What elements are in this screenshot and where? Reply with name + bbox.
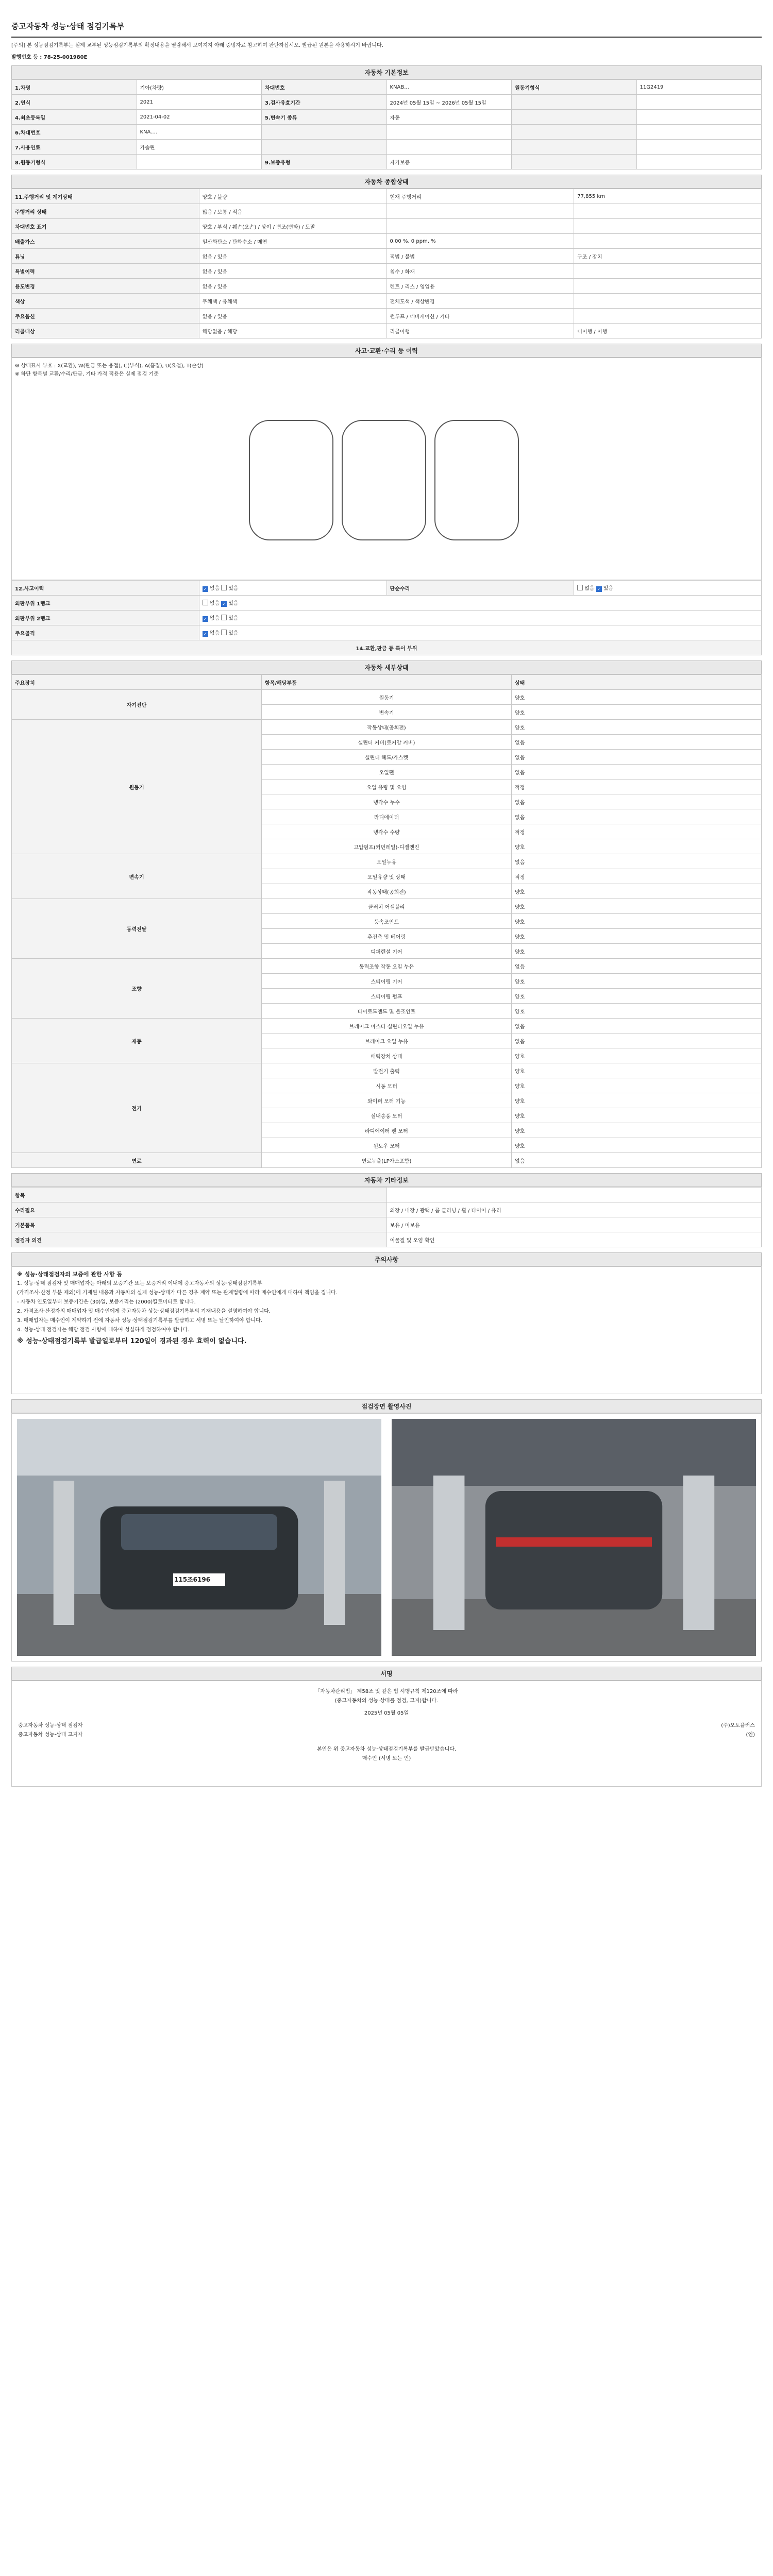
field-value: 양호 bbox=[512, 1123, 762, 1138]
table-row bbox=[12, 219, 762, 234]
basic-table bbox=[11, 79, 762, 170]
field-value: 적정 bbox=[512, 779, 762, 794]
field-value: 라디에이터 bbox=[262, 809, 512, 824]
field-label bbox=[512, 95, 637, 110]
note-line: - 자동차 인도일부터 보증기간은 (30)일, 보증거리는 (2000)킬로미터로 합니다. bbox=[17, 1299, 196, 1305]
field-value: 실린더 헤드/가스켓 bbox=[262, 750, 512, 765]
field-value: 실내송풍 모터 bbox=[262, 1108, 512, 1123]
table-row bbox=[12, 1063, 762, 1078]
field-value: 없음 bbox=[512, 959, 762, 974]
front-photo bbox=[17, 1419, 381, 1656]
section-general: 자동차 종합상태 bbox=[11, 175, 762, 189]
field-label: 제동 bbox=[12, 1019, 262, 1063]
field-label: 동력전달 bbox=[12, 899, 262, 959]
field-value: 양호 bbox=[512, 1063, 762, 1078]
photo-strip bbox=[11, 1413, 762, 1662]
field-label: 주요장치 bbox=[12, 675, 262, 690]
field-value: 오일 유량 및 오염 bbox=[262, 779, 512, 794]
field-value: 양호 bbox=[512, 1048, 762, 1063]
field-value: 2021-04-02 bbox=[137, 110, 262, 125]
general-table bbox=[11, 189, 762, 338]
field-label bbox=[512, 155, 637, 170]
field-value: 자가보증 bbox=[386, 155, 512, 170]
rear-photo bbox=[392, 1419, 756, 1656]
field-value: 양호 bbox=[512, 720, 762, 735]
field-value: 77,855 km bbox=[574, 189, 762, 204]
field-value bbox=[137, 155, 262, 170]
field-label: 차대번호 표기 bbox=[12, 219, 199, 234]
field-label bbox=[512, 140, 637, 155]
notes-box: ※ 성능·상태점검자의 보증에 관한 사항 등 1. 성능·상태 점검자 및 매매업자는 아래의 보증기간 또는 보증거리 이내에 중고자동차의 성능·상태점검기록부 (가격조사·산정 부분 제외)에 기재된 내용과 자동차의 실제 성능·상태가 다른 경우 계약 또는 관계법령에 따라 매수인에게 대하여 책임을 집니다. - 자동차 인도일부터 보증기간은 (30)일, 보증거리는 (2000)킬로미터로 합니다. 2. 가격조사·산정자의 매매업자 및 매수인에게 중고자동차 성능·상태점검기록부의 기재내용을 설명하여야 합니다. 3. 매매업자는 매수인이 계약하기 전에 자동차 성능·상태점검기록부를 발급하고 서명 또는 날인하여야 합니다. 4. 성능·상태 점검자는 해당 점검 사항에 대하여 성실하게 점검하여야 합니다. ※ 성능·상태점검기록부 발급일로부터 120일이 경과된 경우 효력이 없습니다. bbox=[11, 1266, 762, 1394]
field-label: 점검자 의견 bbox=[12, 1232, 387, 1247]
field-value: 미이행 / 이행 bbox=[574, 324, 762, 338]
field-value: KNAB... bbox=[386, 80, 512, 95]
field-value: 해당없음 / 해당 bbox=[199, 324, 386, 338]
field-label: 상태 bbox=[512, 675, 762, 690]
field-value bbox=[636, 125, 762, 140]
field-value: 양호 bbox=[512, 839, 762, 854]
field-label: 튜닝 bbox=[12, 249, 199, 264]
section-detail: 자동차 세부상태 bbox=[11, 660, 762, 674]
plate-text: 115조6196 bbox=[174, 1576, 211, 1583]
field-value bbox=[386, 219, 574, 234]
table-row bbox=[12, 140, 762, 155]
field-label: 4.최초등록일 bbox=[12, 110, 137, 125]
field-value: 양호 bbox=[512, 884, 762, 899]
table-row bbox=[12, 80, 762, 95]
field-value: 2021 bbox=[137, 95, 262, 110]
field-label: 특별이력 bbox=[12, 264, 199, 279]
table-row bbox=[12, 1153, 762, 1168]
field-label: 원동기 bbox=[12, 720, 262, 854]
other-table bbox=[11, 1187, 762, 1247]
field-label: 연료 bbox=[12, 1153, 262, 1168]
field-value: 없음 / 있음 bbox=[199, 309, 386, 324]
field-value: 클러치 어셈블리 bbox=[262, 899, 512, 914]
field-value: 외장 / 내장 / 광택 / 룸 클리닝 / 휠 / 타이어 / 유리 bbox=[386, 1202, 762, 1217]
field-value bbox=[636, 110, 762, 125]
field-value: 양호 bbox=[512, 929, 762, 944]
field-value: 오일누유 bbox=[262, 854, 512, 869]
field-value: 오일팬 bbox=[262, 765, 512, 779]
field-value: 적법 / 불법 bbox=[386, 249, 574, 264]
field-value: 양호 bbox=[512, 914, 762, 929]
field-value: 양호 bbox=[512, 705, 762, 720]
field-label: 항목 bbox=[12, 1188, 387, 1202]
field-value bbox=[574, 204, 762, 219]
field-value: 작동상태(공회전) bbox=[262, 720, 512, 735]
note-line: 4. 성능·상태 점검자는 해당 점검 사항에 대하여 성실하게 점검하여야 합니다. bbox=[17, 1327, 190, 1333]
field-value: 추진축 및 베어링 bbox=[262, 929, 512, 944]
field-value: 없음 / 있음 bbox=[199, 264, 386, 279]
accident-table: 12.사고이력 ✓ 없음 있음 단순수리 없음 ✓ 있음 외판부위 1랭크 없음 ✓ 있음 외판부위 2랭크 ✓ 없음 있음 주요골격 ✓ 없음 있음 14.교환,판금 등 특이 부위 bbox=[11, 580, 762, 655]
table-row bbox=[12, 1202, 762, 1217]
field-value: 변속기 bbox=[262, 705, 512, 720]
table-row bbox=[12, 249, 762, 264]
field-value: 없음 / 있음 bbox=[199, 249, 386, 264]
field-value: 없음 bbox=[512, 765, 762, 779]
section-notes: 주의사항 bbox=[11, 1252, 762, 1266]
field-value: 디퍼렌셜 기어 bbox=[262, 944, 512, 959]
table-row bbox=[12, 95, 762, 110]
field-value: 가솔린 bbox=[137, 140, 262, 155]
field-value bbox=[386, 140, 512, 155]
field-label: 기본품목 bbox=[12, 1217, 387, 1232]
field-value: 오일유량 및 상태 bbox=[262, 869, 512, 884]
field-value: 2024년 05월 15일 ~ 2026년 05월 15일 bbox=[386, 95, 512, 110]
field-label: 9.보증유형 bbox=[262, 155, 387, 170]
field-value: 고압펌프(커먼레일)-디젤엔진 bbox=[262, 839, 512, 854]
field-value: 타이로드엔드 및 볼조인트 bbox=[262, 1004, 512, 1019]
legend-line: ※ 상태표시 부호 : X(교환), W(판금 또는 용접), C(부식), A(흠집), U(요철), T(손상) bbox=[15, 363, 204, 369]
field-label: 배출가스 bbox=[12, 234, 199, 249]
field-value: 냉각수 누수 bbox=[262, 794, 512, 809]
car-diagram bbox=[11, 358, 762, 580]
field-value: 없음 / 있음 bbox=[199, 279, 386, 294]
field-value: 없음 bbox=[512, 1153, 762, 1168]
field-value: 이물질 및 오염 확인 bbox=[386, 1232, 762, 1247]
field-value: 없음 bbox=[512, 809, 762, 824]
field-value: 양호 bbox=[512, 944, 762, 959]
field-value: 와이퍼 모터 기능 bbox=[262, 1093, 512, 1108]
field-label: 주행거리 상태 bbox=[12, 204, 199, 219]
field-label: 주요옵션 bbox=[12, 309, 199, 324]
field-value: 양호 bbox=[512, 989, 762, 1004]
field-value: 양호 bbox=[512, 1004, 762, 1019]
field-label: 2.연식 bbox=[12, 95, 137, 110]
field-value: 스티어링 기어 bbox=[262, 974, 512, 989]
field-value: 없음 bbox=[512, 854, 762, 869]
field-label: 리콜대상 bbox=[12, 324, 199, 338]
field-label: 6.차대번호 bbox=[12, 125, 137, 140]
section-basic: 자동차 기본정보 bbox=[11, 65, 762, 79]
field-label: 수리필요 bbox=[12, 1202, 387, 1217]
field-value: 스티어링 펌프 bbox=[262, 989, 512, 1004]
field-value bbox=[386, 125, 512, 140]
field-value bbox=[636, 95, 762, 110]
field-value: 11G2419 bbox=[636, 80, 762, 95]
table-row bbox=[12, 854, 762, 869]
field-value bbox=[574, 279, 762, 294]
field-value: 썬루프 / 네비게이션 / 기타 bbox=[386, 309, 574, 324]
field-value: 침수 / 화재 bbox=[386, 264, 574, 279]
field-label: 원동기형식 bbox=[512, 80, 637, 95]
section-sign: 서명 bbox=[11, 1667, 762, 1681]
table-row bbox=[12, 189, 762, 204]
table-row bbox=[12, 110, 762, 125]
car-side-icon bbox=[249, 420, 333, 540]
field-label bbox=[512, 125, 637, 140]
field-value bbox=[574, 234, 762, 249]
field-value: 발전기 출력 bbox=[262, 1063, 512, 1078]
note-line: 3. 매매업자는 매수인이 계약하기 전에 자동차 성능·상태점검기록부를 발급하고 서명 또는 날인하여야 합니다. bbox=[17, 1318, 262, 1324]
field-value bbox=[386, 1188, 762, 1202]
field-label: 3.검사유효기간 bbox=[262, 95, 387, 110]
field-label: 7.사용연료 bbox=[12, 140, 137, 155]
field-value: 기아(차량) bbox=[137, 80, 262, 95]
field-value: 양호 bbox=[512, 1138, 762, 1153]
field-value: 라디에이터 팬 모터 bbox=[262, 1123, 512, 1138]
field-value: 윈도우 모터 bbox=[262, 1138, 512, 1153]
note-line: (가격조사·산정 부분 제외)에 기재된 내용과 자동차의 실제 성능·상태가 다른 경우 계약 또는 관계법령에 따라 매수인에게 대하여 책임을 집니다. bbox=[17, 1290, 338, 1296]
field-value: 렌트 / 리스 / 영업용 bbox=[386, 279, 574, 294]
field-value: 자동 bbox=[386, 110, 512, 125]
field-label: 용도변경 bbox=[12, 279, 199, 294]
table-row bbox=[12, 264, 762, 279]
note-line: 1. 성능·상태 점검자 및 매매업자는 아래의 보증기간 또는 보증거리 이내에 중고자동차의 성능·상태점검기록부 bbox=[17, 1281, 262, 1286]
table-row bbox=[12, 1019, 762, 1033]
field-value: 없음 bbox=[512, 735, 762, 750]
field-value: 0.00 %, 0 ppm, % bbox=[386, 234, 574, 249]
table-row bbox=[12, 690, 762, 705]
field-value: 등속조인트 bbox=[262, 914, 512, 929]
field-value: 양호 bbox=[512, 899, 762, 914]
car-top-icon bbox=[342, 420, 426, 540]
field-label: 변속기 bbox=[12, 854, 262, 899]
field-value: 양호 / 불량 bbox=[199, 189, 386, 204]
field-value: 브레이크 마스터 실린더오일 누유 bbox=[262, 1019, 512, 1033]
field-label bbox=[512, 110, 637, 125]
field-value: 없음 bbox=[512, 1019, 762, 1033]
field-value: 냉각수 수량 bbox=[262, 824, 512, 839]
car-bottom-icon bbox=[434, 420, 519, 540]
table-row bbox=[12, 125, 762, 140]
field-label bbox=[262, 140, 387, 155]
section-other: 자동차 기타정보 bbox=[11, 1173, 762, 1187]
field-value: 배력장치 상태 bbox=[262, 1048, 512, 1063]
field-value: 원동기 bbox=[262, 690, 512, 705]
table-row bbox=[12, 155, 762, 170]
field-value bbox=[574, 219, 762, 234]
table-row bbox=[12, 899, 762, 914]
field-value: 보유 / 미보유 bbox=[386, 1217, 762, 1232]
field-label: 11.주행거리 및 계기상태 bbox=[12, 189, 199, 204]
field-value: 없음 bbox=[512, 794, 762, 809]
signature-block: 「자동차관리법」 제58조 및 같은 법 시행규칙 제120조에 따라 (중고자동차의 성능·상태를 점검, 고지)합니다. 2025년 05월 05일 중고자동차 성능·상태 점검자 (주)오토플러스 중고자동차 성능·상태 고지자 (인) 본인은 위 중고자동차 성능·상태점검기록부를 발급받았습니다. 매수인 (서명 또는 인) bbox=[11, 1681, 762, 1787]
field-value: 일산화탄소 / 탄화수소 / 매연 bbox=[199, 234, 386, 249]
field-label: 8.원동기형식 bbox=[12, 155, 137, 170]
table-row bbox=[12, 234, 762, 249]
validity-warning: ※ 성능·상태점검기록부 발급일로부터 120일이 경과된 경우 효력이 없습니다. bbox=[17, 1337, 247, 1345]
field-value: 연료누출(LP가스포함) bbox=[262, 1153, 512, 1168]
field-value: 작동상태(공회전) bbox=[262, 884, 512, 899]
table-row bbox=[12, 279, 762, 294]
field-value: 현재 주행거리 bbox=[386, 189, 574, 204]
section-photos: 점검장면 촬영사진 bbox=[11, 1399, 762, 1413]
field-value: 구조 / 장치 bbox=[574, 249, 762, 264]
field-value: 양호 bbox=[512, 1078, 762, 1093]
field-value bbox=[636, 140, 762, 155]
field-value: 없음 bbox=[512, 1033, 762, 1048]
table-row bbox=[12, 204, 762, 219]
field-label: 색상 bbox=[12, 294, 199, 309]
field-value: 없음 bbox=[512, 750, 762, 765]
field-label: 조향 bbox=[12, 959, 262, 1019]
field-value: 양호 bbox=[512, 974, 762, 989]
document-number: 발행번호 등 : 78-25-001980E bbox=[11, 55, 88, 60]
field-label: 차대번호 bbox=[262, 80, 387, 95]
field-value bbox=[574, 294, 762, 309]
field-value: 동력조향 작동 오일 누유 bbox=[262, 959, 512, 974]
table-row bbox=[12, 720, 762, 735]
table-row bbox=[12, 1232, 762, 1247]
field-value: KNA.... bbox=[137, 125, 262, 140]
table-row bbox=[12, 959, 762, 974]
field-label: 항목/해당부품 bbox=[262, 675, 512, 690]
field-value: 양호 / 부식 / 훼손(오손) / 상이 / 변조(변타) / 도말 bbox=[199, 219, 386, 234]
field-value bbox=[636, 155, 762, 170]
field-value: 무채색 / 유채색 bbox=[199, 294, 386, 309]
table-row bbox=[12, 294, 762, 309]
field-value bbox=[386, 204, 574, 219]
field-label: 1.차명 bbox=[12, 80, 137, 95]
note-line: 2. 가격조사·산정자의 매매업자 및 매수인에게 중고자동차 성능·상태점검기록부의 기재내용을 설명하여야 합니다. bbox=[17, 1309, 271, 1314]
field-value: 적정 bbox=[512, 869, 762, 884]
field-value: 양호 bbox=[512, 1108, 762, 1123]
field-value: 양호 bbox=[512, 690, 762, 705]
field-value bbox=[574, 309, 762, 324]
section-accident: 사고·교환·수리 등 이력 bbox=[11, 344, 762, 358]
field-label: 5.변속기 종류 bbox=[262, 110, 387, 125]
legend-line: ※ 하단 항목별 교환/수리/판금, 기타 가격 적용은 실제 점검 기준 bbox=[15, 371, 159, 377]
field-value: 실린더 커버(로커암 커버) bbox=[262, 735, 512, 750]
field-value: 적정 bbox=[512, 824, 762, 839]
field-value bbox=[574, 264, 762, 279]
field-value: 브레이크 오일 누유 bbox=[262, 1033, 512, 1048]
table-row bbox=[12, 1217, 762, 1232]
notice-text: [주의] 본 성능점검기록부는 실제 교부된 성능점검기록부의 확정내용을 열람해서 보여지지 아래 증빙자료 참고하여 판단하십시오. 발급된 원본을 사용하시기 바랍니다. bbox=[11, 43, 383, 48]
table-row bbox=[12, 309, 762, 324]
field-value: 리콜이행 bbox=[386, 324, 574, 338]
document-title: 중고자동차 성능·상태 점검기록부 bbox=[11, 21, 762, 38]
field-value: 전체도색 / 색상변경 bbox=[386, 294, 574, 309]
field-value: 시동 모터 bbox=[262, 1078, 512, 1093]
table-row bbox=[12, 324, 762, 338]
detail-table bbox=[11, 674, 762, 1168]
field-value: 양호 bbox=[512, 1093, 762, 1108]
field-label: 전기 bbox=[12, 1063, 262, 1153]
field-label bbox=[262, 125, 387, 140]
field-value: 많음 / 보통 / 적음 bbox=[199, 204, 386, 219]
field-label: 자기진단 bbox=[12, 690, 262, 720]
